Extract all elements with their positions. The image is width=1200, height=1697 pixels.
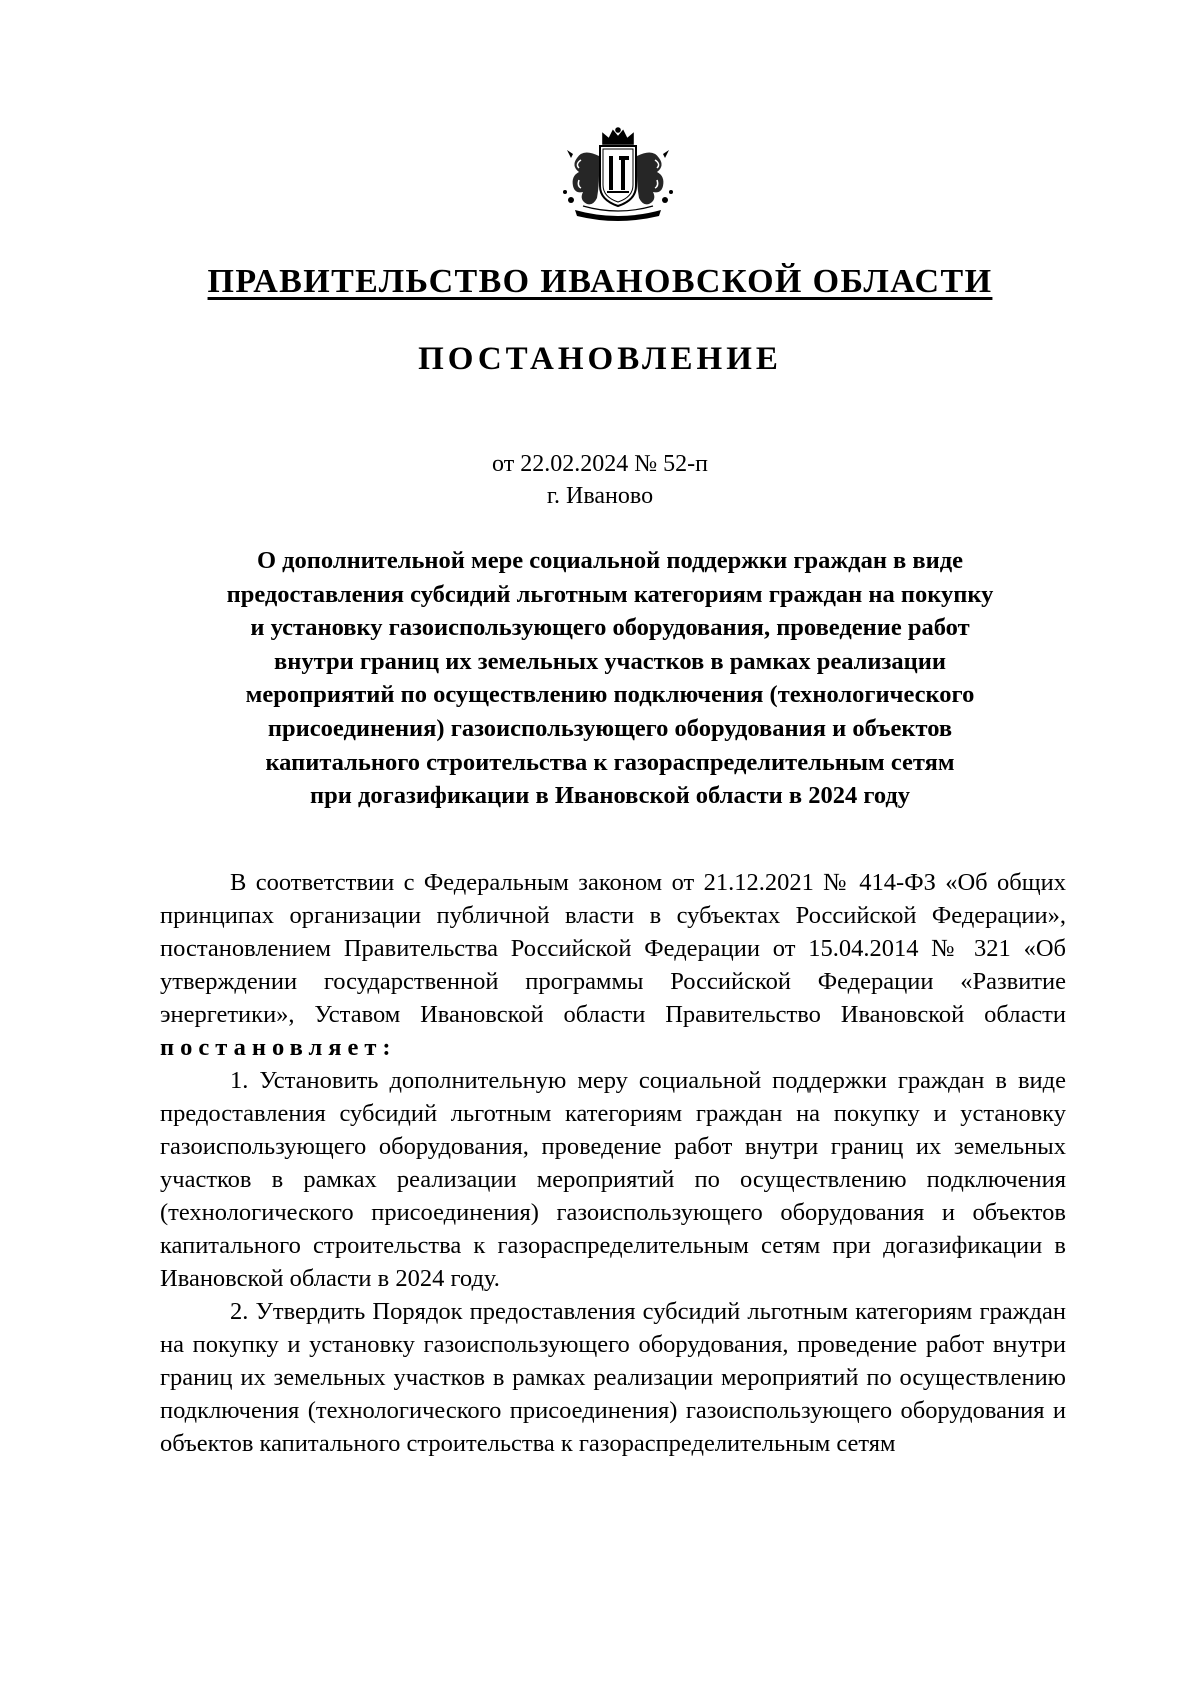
government-title: ПРАВИТЕЛЬСТВО ИВАНОВСКОЙ ОБЛАСТИ xyxy=(207,263,993,300)
subject-line: капитального строительства к газораспределительным сетям xyxy=(265,748,955,776)
subject-line: предоставления субсидий льготным категориям граждан на покупку xyxy=(226,580,994,608)
subject-line: при догазификации в Ивановской области в 2024 году xyxy=(309,782,911,810)
preamble-paragraph xyxy=(160,866,1066,1064)
document-type: ПОСТАНОВЛЕНИЕ xyxy=(418,341,782,377)
subject-line: присоединения) газоиспользующего оборудования и объектов xyxy=(267,714,953,742)
document-body xyxy=(160,866,1066,1460)
item-2-paragraph: 2. Утвердить Порядок предоставления субсидий льготным категориям граждан на покупку и установку газоиспользующего оборудования, проведение работ внутри границ их земельных участков в рамках реализации мероприятий по осуществлению подключения (технологического присоединения) газоиспользующего оборудования и объектов капитального строительства к газораспределительным сетям xyxy=(160,1298,1066,1457)
subject-line: внутри границ их земельных участков в рамках реализации xyxy=(274,647,946,675)
preamble-text: В соответствии с Федеральным законом от 21.12.2021 № 414-ФЗ «Об общих принципах организации публичной власти в субъектах Российской Федерации», постановлением Правительства Российской Федерации от 15.04.2014 № 321 «Об утверждении государственной программы Российской Федерации «Развитие энергетики», Уставом Ивановской области Правительство Ивановской области xyxy=(160,869,1066,1028)
decree-word: постановляет: xyxy=(160,1034,397,1061)
document-subject xyxy=(150,544,1070,813)
item-1-paragraph: 1. Установить дополнительную меру социальной поддержки граждан в виде предоставления субсидий льготным категориям граждан на покупку и установку газоиспользующего оборудования, проведение работ внутри границ их земельных участков в рамках реализации мероприятий по осуществлению подключения (технологического присоединения) газоиспользующего оборудования и объектов капитального строительства к газораспределительным сетям при догазификации в Ивановской области в 2024 году. xyxy=(160,1067,1066,1292)
document-date-number: от 22.02.2024 № 52-п xyxy=(492,451,708,477)
subject-line: и установку газоиспользующего оборудования, проведение работ xyxy=(250,614,970,642)
subject-line: О дополнительной мере социальной поддержки граждан в виде xyxy=(256,547,964,574)
subject-line: мероприятий по осуществлению подключения (технологического xyxy=(245,681,975,709)
coat-of-arms-icon xyxy=(553,126,683,226)
document-city: г. Иваново xyxy=(546,483,654,509)
